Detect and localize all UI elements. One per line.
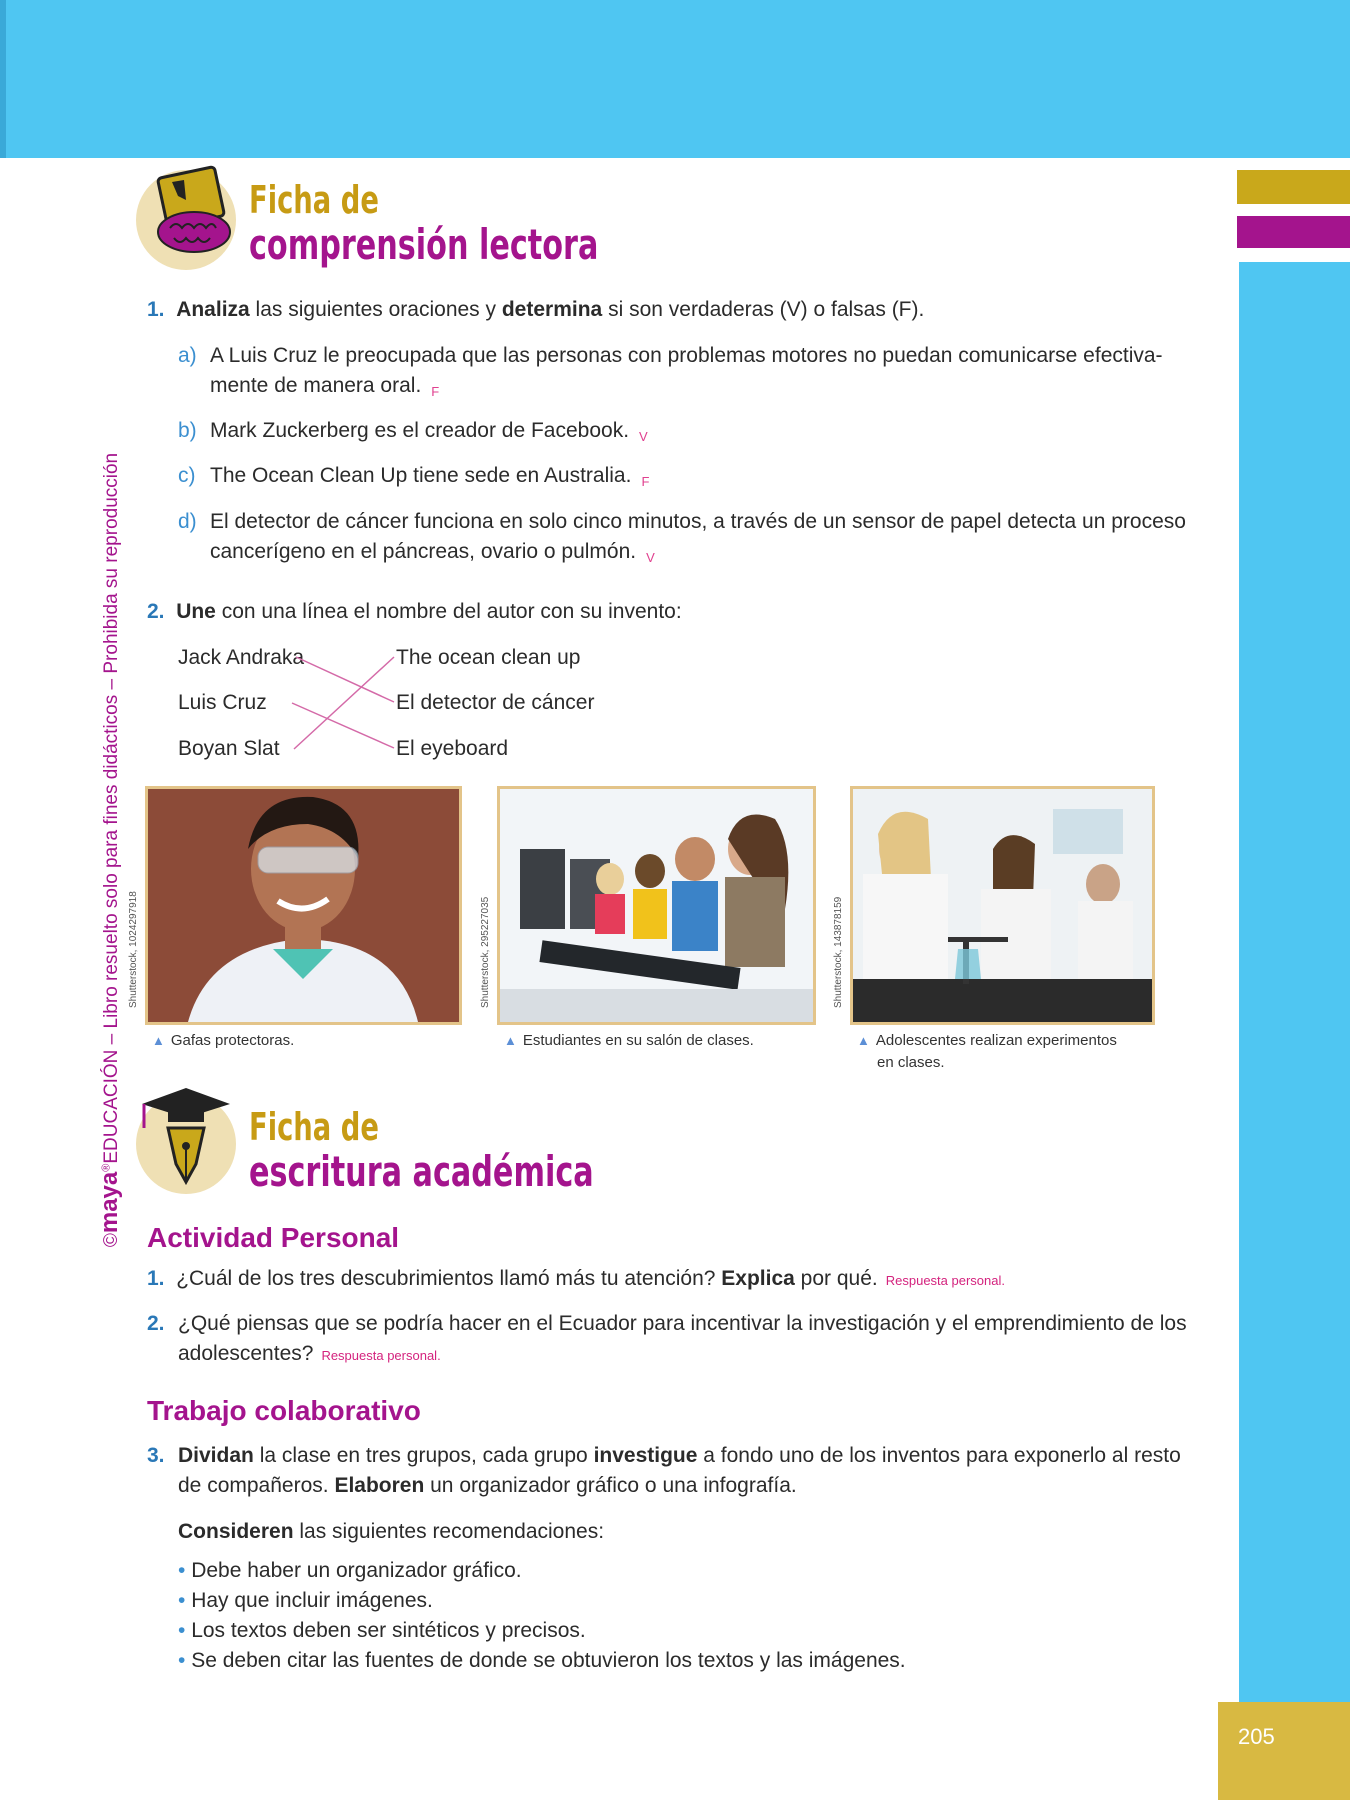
book-brain-icon — [134, 160, 254, 275]
side-gold-tab — [1237, 170, 1350, 204]
photo-1-credit: Shutterstock, 1024297918 — [128, 891, 139, 1008]
answer-b: V — [639, 429, 648, 444]
side-magenta-tab — [1237, 216, 1350, 248]
photo-1-caption: ▲ Gafas protectoras. — [152, 1032, 295, 1049]
item-d: El detector de cáncer funciona en solo cinco minutos, a través de un sensor de papel detecta un proceso cancerígeno en el páncreas, ovario o pulmón. V — [210, 510, 1186, 565]
line-boyan-to-ocean — [294, 657, 394, 749]
list-item: • Los textos deben ser sintéticos y precisos. — [178, 1619, 586, 1642]
list-item: • Debe haber un organizador gráfico. — [178, 1559, 522, 1582]
invention-ocean-clean-up: The ocean clean up — [396, 646, 581, 669]
side-blue-strip — [1239, 262, 1350, 1702]
reading-title-line2: comprensión lectora — [249, 220, 599, 269]
answer-writing-1: Respuesta personal. — [885, 1273, 1005, 1288]
list-item: • Hay que incluir imágenes. — [178, 1589, 433, 1612]
reading-title-line1: Ficha de — [249, 178, 379, 222]
answer-a: F — [431, 384, 440, 399]
author-jack-andraka: Jack Andraka — [178, 646, 305, 669]
answer-writing-2: Respuesta personal. — [321, 1348, 441, 1363]
writing-title-line1: Ficha de — [249, 1105, 379, 1149]
top-color-band — [0, 0, 1350, 158]
author-boyan-slat: Boyan Slat — [178, 737, 280, 760]
writing-question-3-num: 3. — [147, 1444, 165, 1467]
photo-2-credit: Shutterstock, 295227035 — [480, 896, 491, 1008]
writing-question-2: ¿Qué piensas que se podría hacer en el Ecuador para incentivar la investigación y el emprendimiento de los adolescentes? Respuesta personal. — [178, 1312, 1187, 1365]
item-a-letter: a) — [178, 344, 197, 367]
item-a: A Luis Cruz le preocupada que las personas con problemas motores no puedan comunicarse efectiva- mente de manera oral. F — [210, 344, 1163, 399]
copyright-sidebar: ©maya®EDUCACIÓN – Libro resuelto solo para fines didácticos – Prohibida su reproducción — [96, 452, 123, 1248]
question-2: 2. Une con una línea el nombre del autor con su invento: — [147, 600, 682, 623]
photo-2-caption: ▲ Estudiantes en su salón de clases. — [504, 1032, 754, 1049]
item-b-letter: b) — [178, 419, 197, 442]
writing-title-line2: escritura académica — [249, 1147, 594, 1196]
list-item: • Se deben citar las fuentes de donde se obtuvieron los textos y las imágenes. — [178, 1649, 906, 1672]
page-number: 205 — [1218, 1702, 1350, 1800]
writing-question-2-num: 2. — [147, 1312, 165, 1335]
item-c: The Ocean Clean Up tiene sede en Australia. F — [210, 464, 650, 489]
matching-lines — [290, 648, 400, 758]
invention-cancer-detector: El detector de cáncer — [396, 691, 595, 714]
answer-d: V — [646, 550, 655, 565]
item-b: Mark Zuckerberg es el creador de Facebook. V — [210, 419, 648, 444]
item-d-letter: d) — [178, 510, 197, 533]
collaborative-work-heading: Trabajo colaborativo — [147, 1395, 421, 1426]
question-1: 1. Analiza las siguientes oraciones y determina si son verdaderas (V) o falsas (F). — [147, 298, 925, 321]
personal-activity-heading: Actividad Personal — [147, 1222, 400, 1253]
line-jack-to-detector — [296, 657, 394, 702]
photo-lab-experiments — [850, 786, 1155, 1025]
recommendations-list — [178, 1556, 1178, 1676]
photo-3-caption: ▲ Adolescentes realizan experimentos en clases. — [857, 1032, 1117, 1071]
item-c-letter: c) — [178, 464, 196, 487]
graduation-pen-icon — [134, 1084, 254, 1199]
writing-question-1: 1. ¿Cuál de los tres descubrimientos llamó más tu atención? Explica por qué. Respuesta personal. — [147, 1267, 1005, 1290]
author-luis-cruz: Luis Cruz — [178, 691, 267, 714]
writing-question-3: Dividan la clase en tres grupos, cada grupo investigue a fondo uno de los inventos para exponerlo al resto de compañeros. Elaboren un organizador gráfico o una infografía. — [178, 1444, 1181, 1497]
considerations-intro: Consideren las siguientes recomendaciones: — [178, 1520, 605, 1543]
photo-safety-glasses — [145, 786, 462, 1025]
photo-3-credit: Shutterstock, 143878159 — [833, 896, 844, 1008]
answer-c: F — [641, 474, 650, 489]
invention-eyeboard: El eyeboard — [396, 737, 509, 760]
line-luis-to-eyeboard — [292, 703, 394, 748]
photo-students-classroom — [497, 786, 816, 1025]
